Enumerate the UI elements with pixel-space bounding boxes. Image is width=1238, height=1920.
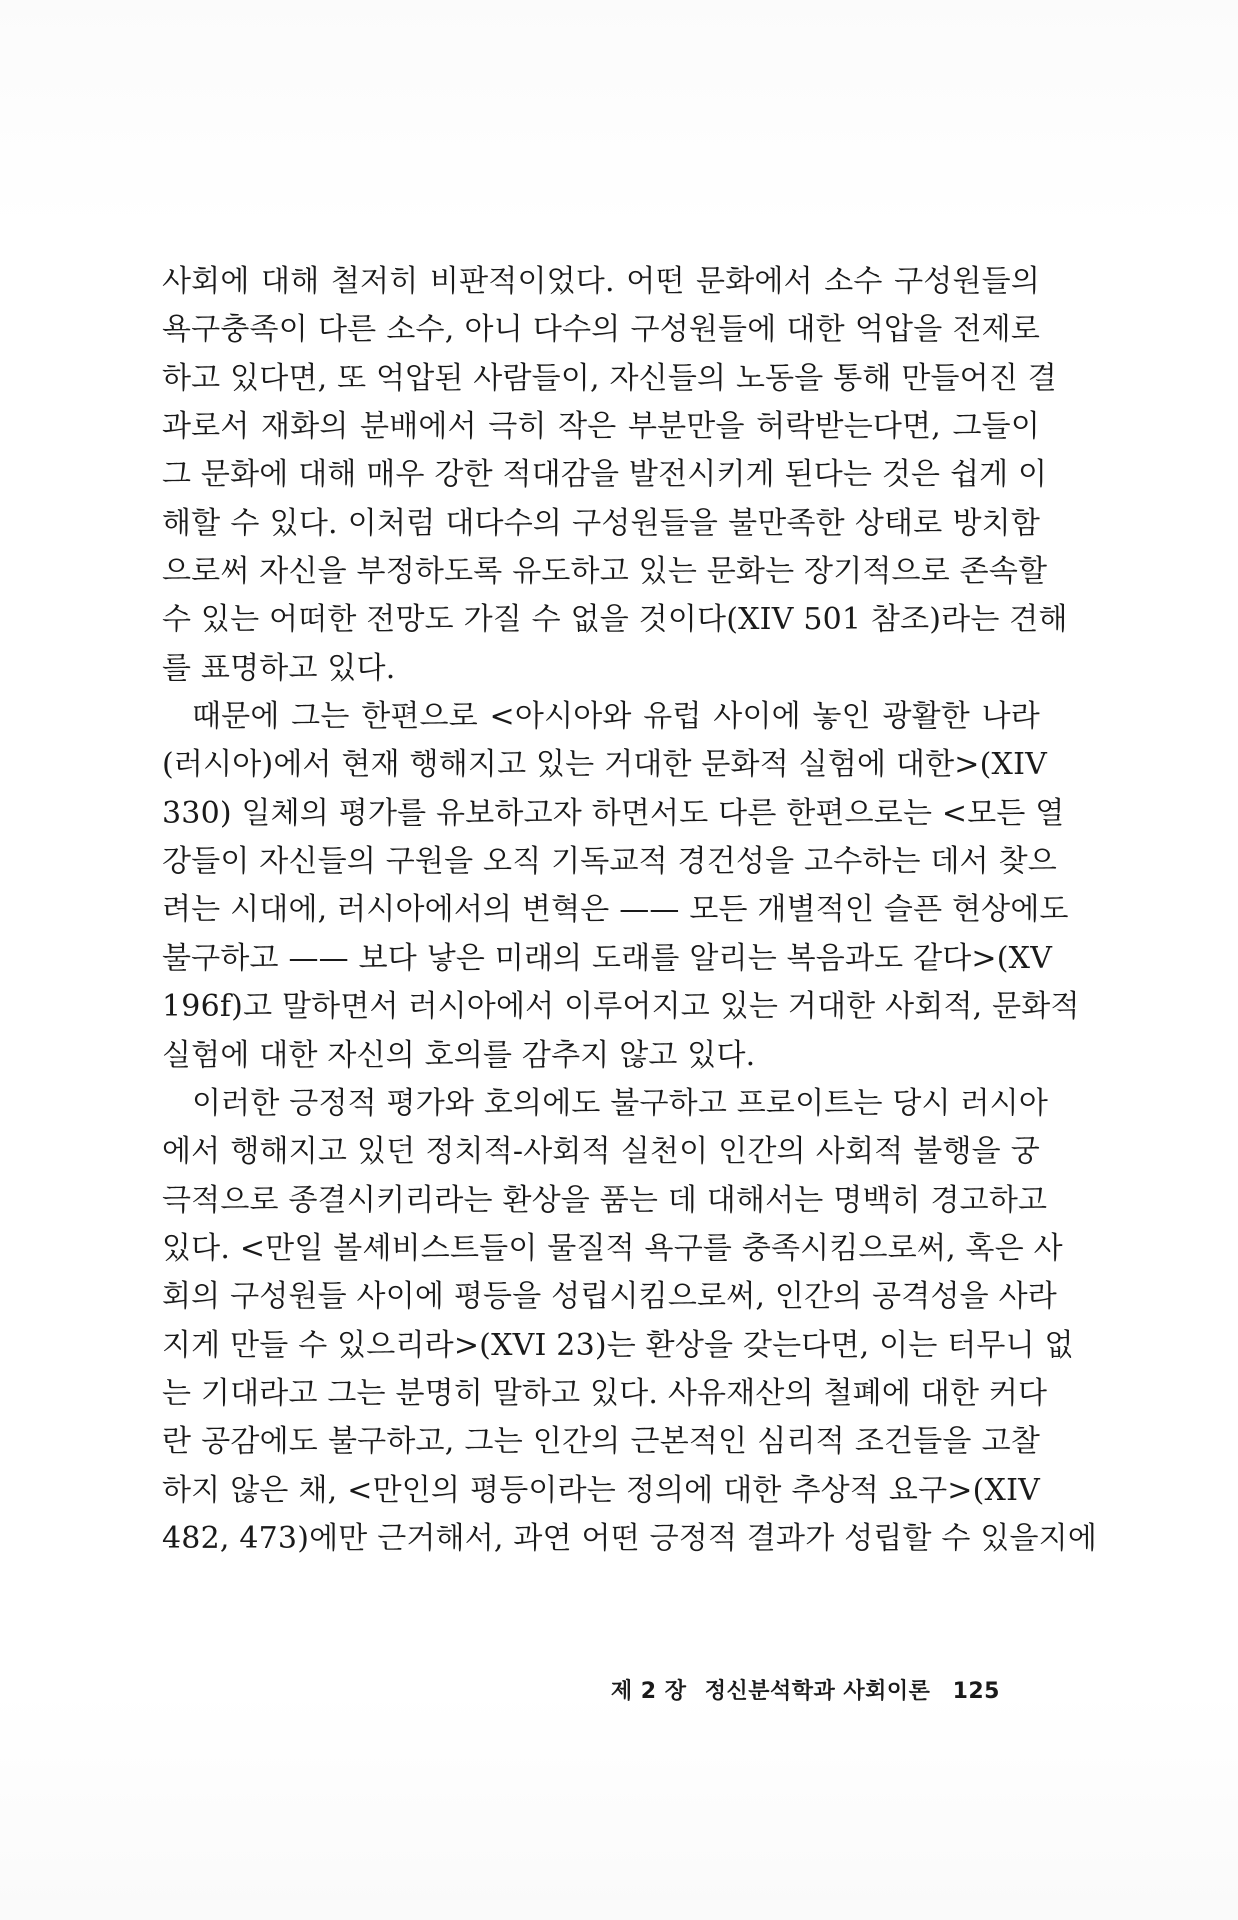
text-line: 회의 구성원들 사이에 평등을 성립시킴으로써, 인간의 공격성을 사라 [162,1279,1057,1315]
text-line: 때문에 그는 한편으로 <아시아와 유럽 사이에 놓인 광활한 나라 [192,699,1040,735]
text-line: 에서 행해지고 있던 정치적-사회적 실천이 인간의 사회적 불행을 궁 [162,1134,1040,1170]
body-text [162,258,1098,1563]
text-line: 지게 만들 수 있으리라>(XVI 23)는 환상을 갖는다면, 이는 터무니 없 [162,1327,1074,1363]
text-line: 330) 일체의 평가를 유보하고자 하면서도 다른 한편으로는 <모든 열 [162,795,1065,831]
text-line: 그 문화에 대해 매우 강한 적대감을 발전시키게 된다는 것은 쉽게 이 [162,457,1048,493]
text-line: 196f)고 말하면서 러시아에서 이루어지고 있는 거대한 사회적, 문화적 [162,989,1080,1025]
text-line: 강들이 자신들의 구원을 오직 기독교적 경건성을 고수하는 데서 찾으 [162,844,1057,880]
text-line: 하고 있다면, 또 억압된 사람들이, 자신들의 노동을 통해 만들어진 결 [162,360,1057,396]
text-line: 482, 473)에만 근거해서, 과연 어떤 긍정적 결과가 성립할 수 있을지에 [162,1520,1098,1556]
text-line: 려는 시대에, 러시아에서의 변혁은 —— 모든 개별적인 슬픈 현상에도 [162,892,1069,928]
text-line: 란 공감에도 불구하고, 그는 인간의 근본적인 심리적 조건들을 고찰 [162,1424,1040,1460]
text-line: 으로써 자신을 부정하도록 유도하고 있는 문화는 장기적으로 존속할 [162,554,1048,590]
text-line: 는 기대라고 그는 분명히 말하고 있다. 사유재산의 철폐에 대한 커다 [162,1375,1048,1411]
text-line: 과로서 재화의 분배에서 극히 작은 부분만을 허락받는다면, 그들이 [162,409,1040,445]
text-line: 사회에 대해 철저히 비판적이었다. 어떤 문화에서 소수 구성원들의 [162,264,1040,299]
text-line: 실험에 대한 자신의 호의를 감추지 않고 있다. [162,1037,756,1073]
text-line: 이러한 긍정적 평가와 호의에도 불구하고 프로이트는 당시 러시아 [192,1085,1049,1121]
text-line: 해할 수 있다. 이처럼 대다수의 구성원들을 불만족한 상태로 방치함 [162,505,1040,541]
text-line: 욕구충족이 다른 소수, 아니 다수의 구성원들에 대한 억압을 전제로 [162,312,1040,348]
running-footer [0,1674,1000,1705]
text-line: (러시아)에서 현재 행해지고 있는 거대한 문화적 실험에 대한>(XIV [162,747,1047,783]
page-number: 125 [952,1679,1000,1704]
text-line: 극적으로 종결시키리라는 환상을 품는 데 대해서는 명백히 경고하고 [162,1182,1048,1218]
text-line: 있다. <만일 볼셰비스트들이 물질적 욕구를 충족시킴으로써, 혹은 사 [162,1230,1063,1266]
footer-title: 정신분석학과 사회이론 [704,1679,931,1704]
text-line: 를 표명하고 있다. [162,650,396,686]
text-line: 수 있는 어떠한 전망도 가질 수 없을 것이다(XIV 501 참조)라는 견해 [162,602,1068,638]
text-line: 불구하고 —— 보다 낳은 미래의 도래를 알리는 복음과도 같다>(XV [162,940,1053,976]
footer-chapter: 제 2 장 [610,1679,687,1704]
text-line: 하지 않은 채, <만인의 평등이라는 정의에 대한 추상적 요구>(XIV [162,1472,1040,1508]
